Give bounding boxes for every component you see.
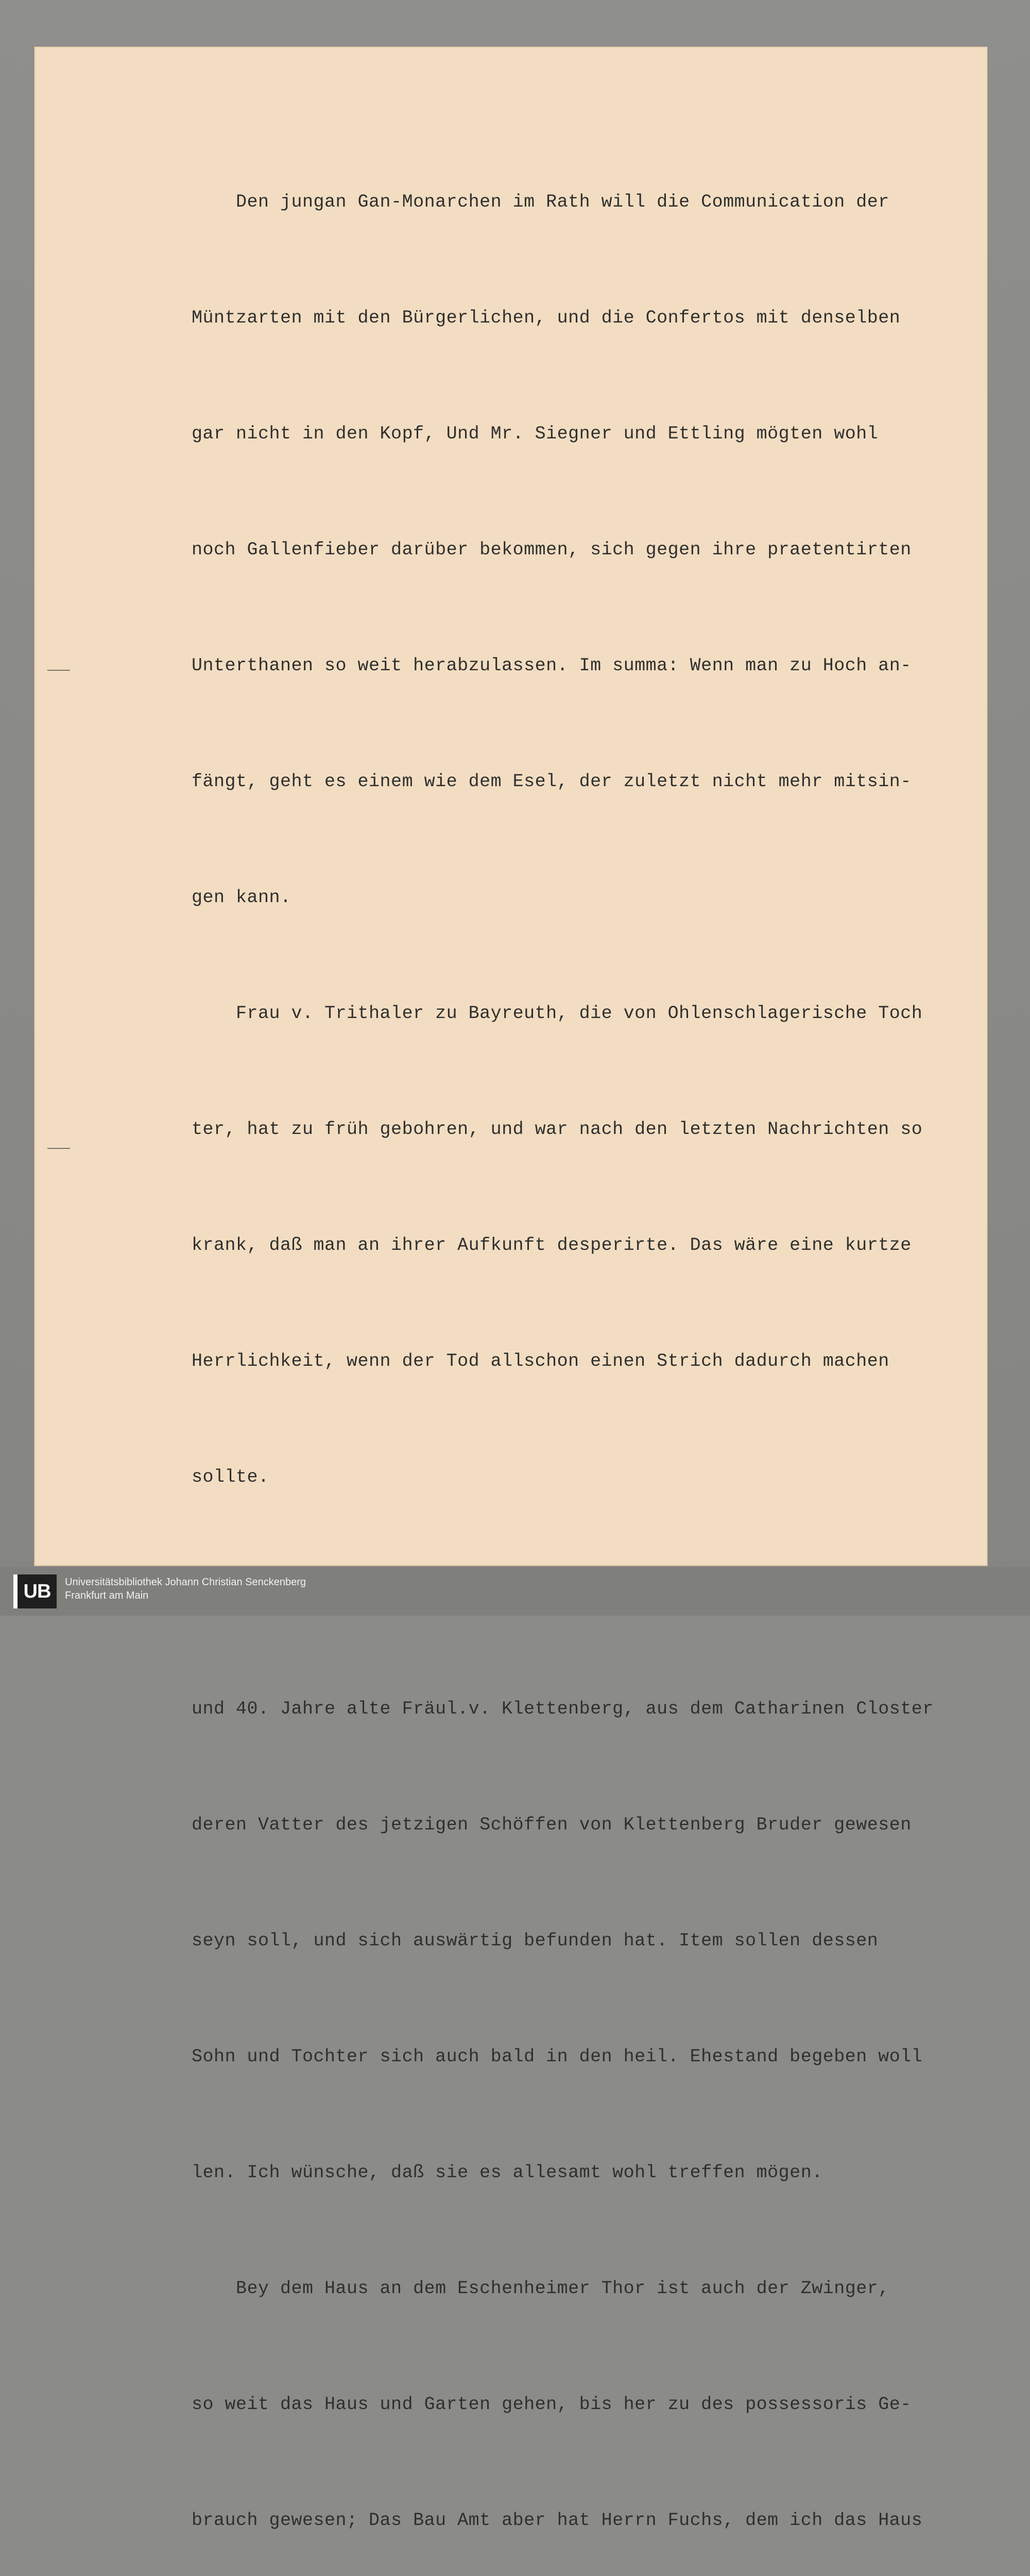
document-line: Herrlichkeit, wenn der Tod allschon einen Strich dadurch machen (192, 1351, 889, 1371)
document-line: seyn soll, und sich auswärtig befunden hat. Item sollen dessen (192, 1930, 879, 1951)
document-line: Frau v. Trithaler zu Bayreuth, die von Ohlenschlagerische Toch (192, 1003, 923, 1024)
document-line: len. Ich wünsche, daß sie es allesamt wohl treffen mögen. (192, 2162, 823, 2183)
document-line: Unterthanen so weit herabzulassen. Im summa: Wenn man zu Hoch an- (192, 655, 912, 676)
document-line: brauch gewesen; Das Bau Amt aber hat Herrn Fuchs, dem ich das Haus (192, 2510, 923, 2531)
document-line: Bey dem Haus an dem Eschenheimer Thor ist auch der Zwinger, (192, 2278, 889, 2299)
page-edge-mark-top (47, 670, 70, 671)
document-line: gar nicht in den Kopf, Und Mr. Siegner und Ettling mögten wohl (192, 423, 879, 444)
document-line: deren Vatter des jetzigen Schöffen von Klettenberg Bruder gewesen (192, 1815, 912, 1835)
document-line: Den jungan Gan-Monarchen im Rath will die Communication der (192, 192, 889, 212)
document-line: noch Gallenfieber darüber bekommen, sich gegen ihre praetentirten (192, 539, 912, 560)
ub-logo: UB (13, 1574, 57, 1608)
institution-line-1: Universitätsbibliothek Johann Christian Senckenberg (65, 1577, 306, 1588)
institution-text (65, 1575, 306, 1602)
footer-bar (0, 1567, 1030, 1616)
document-line: so weit das Haus und Garten gehen, bis her zu des possessoris Ge- (192, 2394, 912, 2415)
document-line: sollte. (192, 1467, 269, 1487)
typed-letter-text (192, 106, 987, 2576)
document-line: Müntzarten mit den Bürgerlichen, und die Confertos mit denselben (192, 308, 901, 328)
document-line: gen kann. (192, 887, 291, 908)
page-edge-mark-bottom (47, 1148, 70, 1149)
document-line: krank, daß man an ihrer Aufkunft desperirte. Das wäre eine kurtze (192, 1235, 912, 1256)
institution-line-2: Frankfurt am Main (65, 1590, 149, 1601)
document-line: Sohn und Tochter sich auch bald in den heil. Ehestand begeben woll (192, 2046, 923, 2067)
document-line: ter, hat zu früh gebohren, und war nach den letzten Nachrichten so (192, 1119, 923, 1140)
document-line: und 40. Jahre alte Fräul.v. Klettenberg, aus dem Catharinen Closter (192, 1699, 934, 1719)
document-line: fängt, geht es einem wie dem Esel, der zuletzt nicht mehr mitsin- (192, 771, 912, 792)
